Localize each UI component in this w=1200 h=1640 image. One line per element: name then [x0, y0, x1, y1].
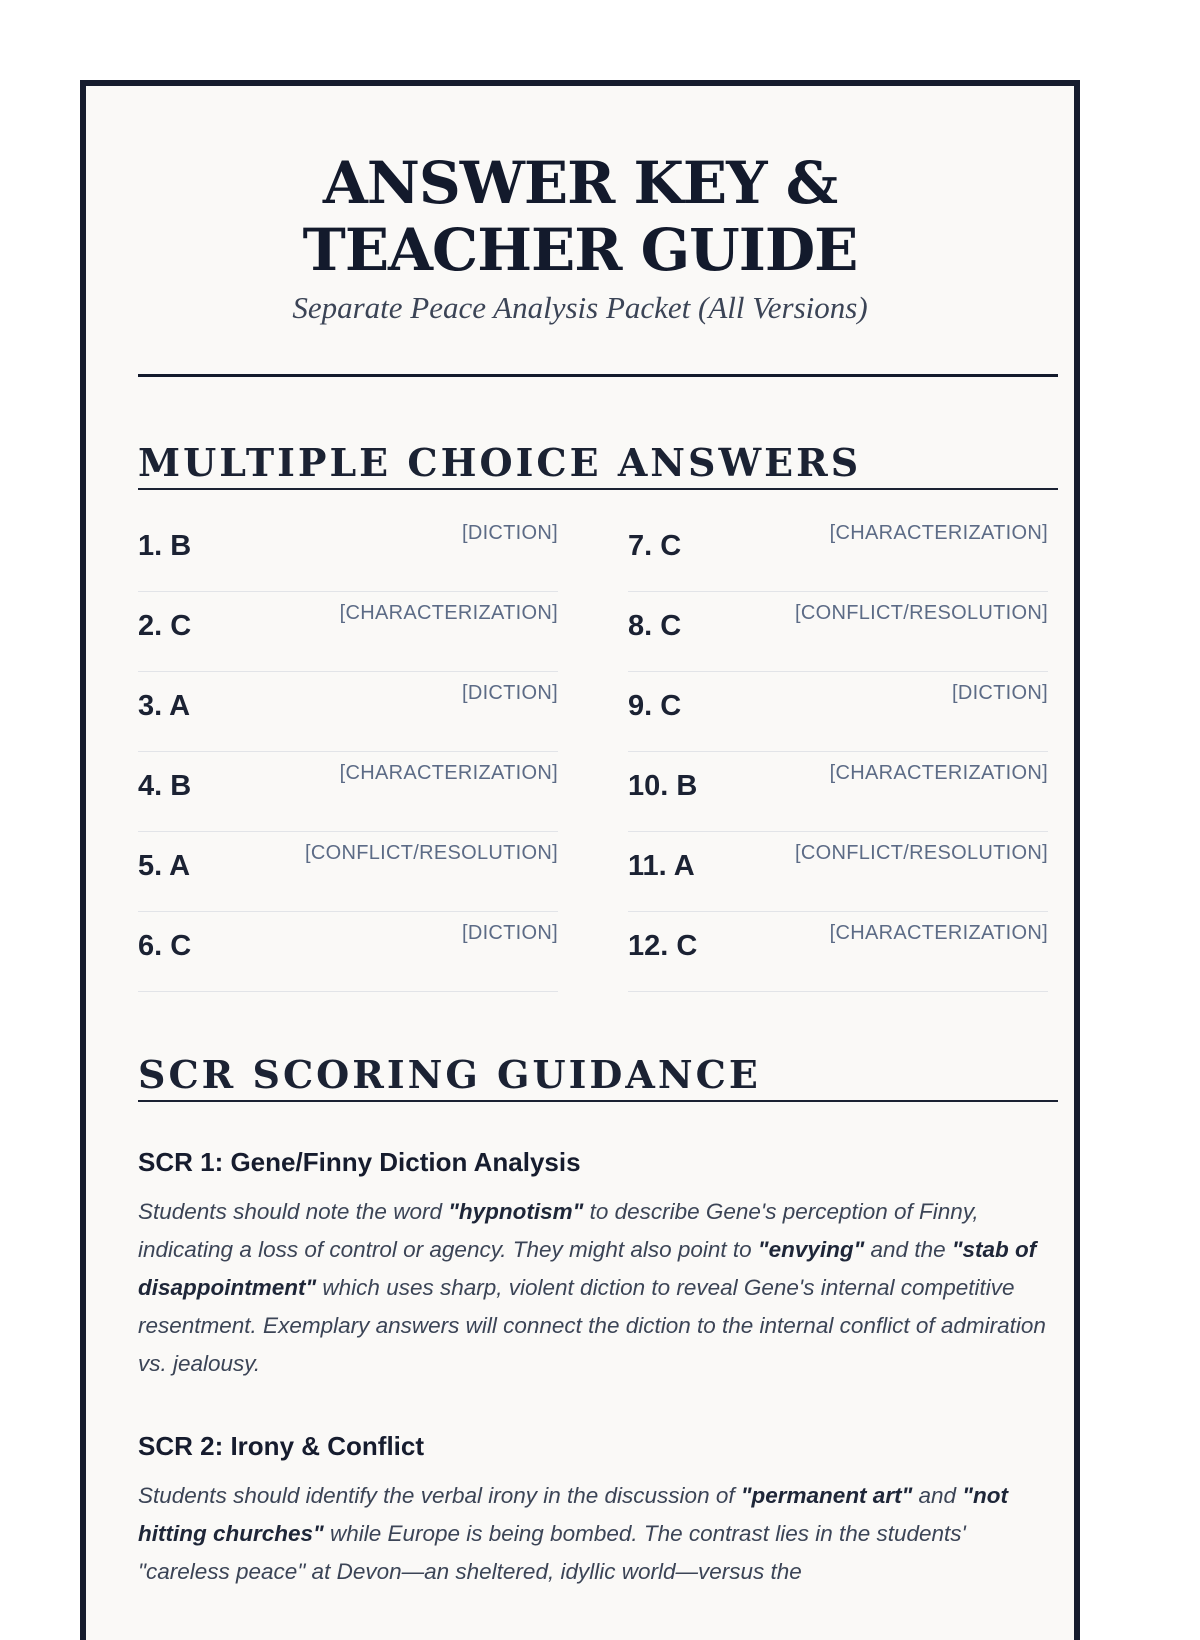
mc-skill-tag: [CHARACTERIZATION]: [339, 762, 558, 784]
mc-answer-row: [138, 832, 558, 912]
mc-answer: 12. C: [628, 930, 698, 962]
key-term: "stab of disappointment": [138, 1237, 1037, 1300]
mc-answer-row: [138, 672, 558, 752]
mc-skill-tag: [CONFLICT/RESOLUTION]: [795, 602, 1048, 624]
mc-skill-tag: [DICTION]: [461, 522, 558, 544]
scr-section-heading: SCR SCORING GUIDANCE: [138, 1051, 1058, 1102]
mc-skill-tag: [CONFLICT/RESOLUTION]: [305, 842, 558, 864]
key-term: "not hitting churches": [138, 1483, 1008, 1546]
mc-skill-tag: [CHARACTERIZATION]: [339, 602, 558, 624]
mc-section-heading: MULTIPLE CHOICE ANSWERS: [138, 439, 1058, 490]
mc-answer-row: [628, 592, 1048, 672]
mc-skill-tag: [DICTION]: [461, 682, 558, 704]
mc-skill-tag: [DICTION]: [951, 682, 1048, 704]
scr-2-title: SCR 2: Irony & Conflict: [138, 1431, 425, 1461]
page-subtitle: Separate Peace Analysis Packet (All Versions): [292, 290, 868, 325]
answer-key-sheet: [80, 80, 1080, 1640]
scr-1-title: SCR 1: Gene/Finny Diction Analysis: [138, 1147, 581, 1177]
title-divider: [138, 374, 1058, 377]
mc-answer-row: [628, 832, 1048, 912]
mc-column-left: [138, 512, 558, 992]
mc-answer: 5. A: [138, 850, 191, 882]
mc-answer-row: [138, 512, 558, 592]
scr-2-guidance: Students should identify the verbal irony in the discussion of "permanent art" and "not hitting churches" while Europe is being bombed. The contrast lies in the students' "careless peace" at Devon—an sheltered, idyllic world—versus the: [138, 1483, 1008, 1584]
mc-answer-row: [628, 752, 1048, 832]
mc-answer-row: [138, 912, 558, 992]
key-term: "hypnotism": [448, 1199, 584, 1224]
mc-answer: 7. C: [628, 530, 682, 562]
mc-skill-tag: [CHARACTERIZATION]: [829, 762, 1048, 784]
mc-answer-row: [138, 752, 558, 832]
mc-skill-tag: [CHARACTERIZATION]: [829, 522, 1048, 544]
scr-1-guidance: Students should note the word "hypnotism" to describe Gene's perception of Finny, indicating a loss of control or agency. They might also point to "envying" and the "stab of disappointment" which uses sharp, violent diction to reveal Gene's internal competitive resentment. Exemplary answers will connect the diction to the internal conflict of admiration vs. jealousy.: [138, 1199, 1046, 1376]
mc-answer-row: [138, 592, 558, 672]
mc-answer-row: [628, 512, 1048, 592]
key-term: "permanent art": [740, 1483, 913, 1508]
mc-skill-tag: [CONFLICT/RESOLUTION]: [795, 842, 1048, 864]
mc-answer: 6. C: [138, 930, 192, 962]
mc-answer-row: [628, 912, 1048, 992]
key-term: "envying": [757, 1237, 865, 1262]
mc-answer: 11. A: [628, 850, 695, 882]
page-title: ANSWER KEY & TEACHER GUIDE: [302, 149, 858, 284]
mc-answer: 1. B: [138, 530, 192, 562]
mc-answer: 3. A: [138, 690, 191, 722]
mc-skill-tag: [DICTION]: [461, 922, 558, 944]
mc-answer: 9. C: [628, 690, 682, 722]
mc-skill-tag: [CHARACTERIZATION]: [829, 922, 1048, 944]
mc-answer: 2. C: [138, 610, 192, 642]
mc-answer: 10. B: [628, 770, 698, 802]
mc-answer: 8. C: [628, 610, 682, 642]
mc-answer-row: [628, 672, 1048, 752]
mc-column-right: [628, 512, 1048, 992]
mc-answer: 4. B: [138, 770, 192, 802]
